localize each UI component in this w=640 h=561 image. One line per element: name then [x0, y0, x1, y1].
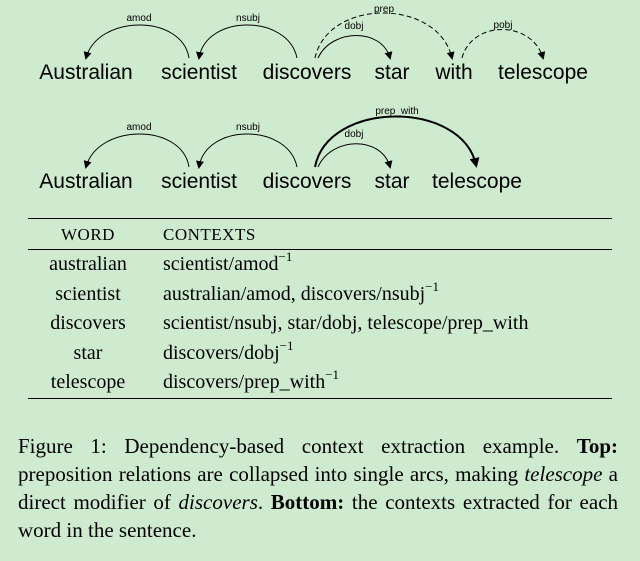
arc-label-prep-with: prep_with	[375, 106, 419, 117]
arc-label-prep: prep	[373, 4, 395, 15]
arc-nsubj	[199, 25, 297, 58]
inverse-sup: −1	[278, 249, 293, 264]
word-scientist: scientist	[161, 61, 237, 84]
table-row	[28, 309, 612, 339]
row-contexts: australian/amod, discovers/nsubj$^{-1}$	[163, 278, 440, 305]
arc-label-nsubj: nsubj	[236, 13, 260, 24]
word-telescope: telescope	[498, 61, 588, 84]
header-contexts: CONTEXTS	[163, 225, 256, 244]
arc-dobj	[318, 36, 390, 59]
inverse-sup: −1	[279, 337, 294, 353]
word-discovers: discovers	[262, 170, 352, 193]
row-word: discovers	[50, 312, 126, 335]
inverse-sup: −1	[325, 367, 340, 383]
contexts-table	[28, 218, 612, 399]
row-contexts: scientist/nsubj, star/dobj, telescope/prep_with	[163, 312, 529, 335]
table-row	[28, 368, 612, 398]
caption-bottom-bold: Bottom:	[270, 490, 345, 514]
row-contexts: discovers/dobj$^{-1}$	[163, 337, 294, 364]
arc-label-amod: amod	[126, 122, 152, 133]
word-with: with	[435, 61, 473, 84]
table-header	[28, 219, 612, 250]
word-scientist: scientist	[161, 170, 237, 193]
header-word: WORD	[61, 225, 115, 244]
arc-amod	[86, 134, 189, 167]
arc-prep-with	[315, 116, 476, 167]
arc-nsubj	[199, 134, 297, 167]
arc-prep	[315, 13, 452, 58]
arc-pobj	[462, 30, 543, 59]
word-discovers: discovers	[262, 61, 352, 84]
row-word: telescope	[50, 371, 126, 394]
row-contexts: discovers/prep_with$^{-1}$	[163, 367, 340, 394]
caption-top-bold: Top:	[576, 434, 618, 458]
arc-amod	[86, 25, 189, 58]
caption-label: Figure 1:	[18, 434, 107, 458]
row-contexts: scientist/amod$^{-1}$	[163, 249, 293, 275]
inverse-sup: −1	[425, 278, 440, 294]
word-telescope: telescope	[432, 170, 522, 193]
word-star: star	[374, 61, 410, 84]
row-word: australian	[49, 253, 127, 275]
table-row	[28, 339, 612, 369]
arc-label-pobj: pobj	[493, 20, 513, 31]
table-row	[28, 250, 612, 280]
row-word: star	[73, 341, 103, 364]
row-word: scientist	[55, 282, 121, 305]
table-row	[28, 280, 612, 310]
dependency-arcs	[0, 0, 640, 200]
word-australian: Australian	[39, 61, 133, 84]
word-australian: Australian	[39, 170, 133, 193]
arc-label-dobj: dobj	[344, 129, 364, 140]
figure-caption: Figure 1: Dependency-based context extraction example. Top: preposition relations are collapsed into single arcs, making telescope a direct modifier of discovers. Bottom: the contexts extracted for each word in the sentence.	[18, 434, 619, 542]
arc-label-dobj: dobj	[344, 21, 364, 32]
arc-label-amod: amod	[126, 13, 152, 24]
arc-dobj	[318, 144, 390, 167]
word-star: star	[374, 170, 410, 193]
arc-label-nsubj: nsubj	[236, 122, 260, 133]
